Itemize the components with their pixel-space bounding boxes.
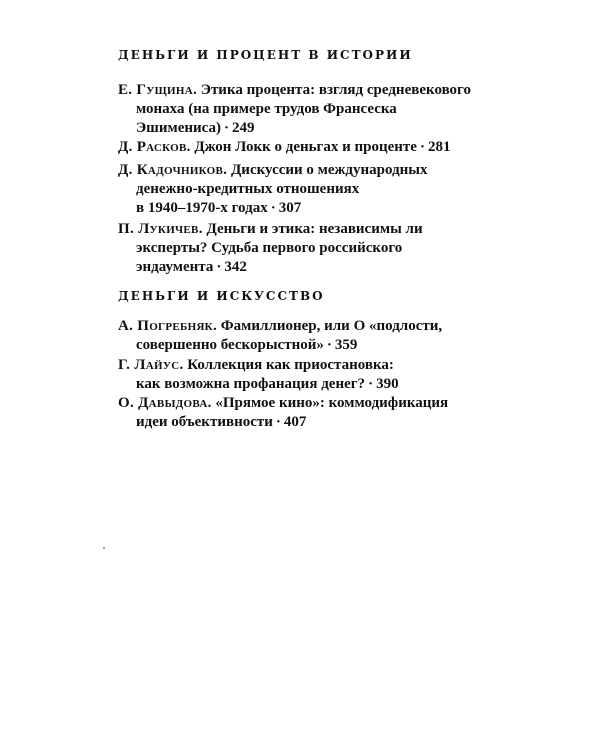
entry-title-line: эксперты? Судьба первого российского [136, 240, 403, 256]
entry-title-line: монаха (на примере трудов Франсеска [136, 101, 397, 117]
entry-title-line: в 1940–1970-х годах [136, 200, 268, 216]
entry-title-line: Этика процента: взгляд средневекового [200, 82, 471, 98]
toc-entry-raskov[interactable] [118, 138, 498, 157]
page-separator: · [275, 414, 281, 430]
entry-title-line: Эшимениса) [136, 120, 221, 136]
section-heading-money-interest-history: ДЕНЬГИ И ПРОЦЕНТ В ИСТОРИИ [118, 48, 413, 62]
entry-author: О. Давыдова. [118, 395, 212, 411]
entry-page-number: 249 [232, 120, 255, 136]
scan-speck [103, 547, 105, 549]
toc-entry-gushchina[interactable] [118, 81, 498, 138]
entry-title-line: денежно-кредитных отношениях [136, 181, 360, 197]
entry-page-number: 307 [278, 200, 302, 216]
entry-author: П. Лукичев. [118, 221, 203, 237]
entry-title-line: Фамиллионер, или О «подлости, [220, 318, 443, 334]
page-separator: · [419, 139, 425, 155]
entry-author: А. Погребняк. [118, 318, 218, 334]
entry-title-line: Джон Локк о деньгах и проценте [194, 139, 417, 155]
entry-title-line: совершенно бескорыстной» [136, 337, 324, 353]
entry-title-line: Дискуссии о международных [230, 162, 428, 178]
toc-entry-pogrebnyak[interactable] [118, 317, 498, 355]
entry-page-number: 390 [376, 376, 399, 392]
entry-title-line: идеи объективности [136, 414, 273, 430]
entry-author: Д. Кадочников. [118, 162, 228, 178]
toc-entry-davydova[interactable] [118, 394, 498, 432]
page-separator: · [326, 337, 332, 353]
page-separator: · [223, 120, 229, 136]
entry-page-number: 407 [283, 414, 307, 430]
page-separator: · [216, 259, 222, 275]
entry-page-number: 281 [427, 139, 451, 155]
section-heading-money-art: ДЕНЬГИ И ИСКУССТВО [118, 289, 325, 303]
entry-page-number: 342 [224, 259, 247, 275]
toc-entry-lukichev[interactable] [118, 220, 498, 277]
toc-entry-layus[interactable] [118, 356, 498, 394]
toc-entry-kadochnikov[interactable] [118, 161, 498, 218]
page-separator: · [270, 200, 276, 216]
page-separator: · [368, 376, 374, 392]
entry-author: Е. Гущина. [118, 82, 198, 98]
entry-title-line: Деньги и этика: независимы ли [206, 221, 423, 237]
entry-title-line: эндаумента [136, 259, 214, 275]
entry-author: Г. Лайус. [118, 357, 184, 373]
entry-author: Д. Расков. [118, 139, 191, 155]
entry-title-line: «Прямое кино»: коммодификация [215, 395, 449, 411]
entry-page-number: 359 [334, 337, 358, 353]
entry-title-line: как возможна профанация денег? [136, 376, 366, 392]
entry-title-line: Коллекция как приостановка: [187, 357, 394, 373]
